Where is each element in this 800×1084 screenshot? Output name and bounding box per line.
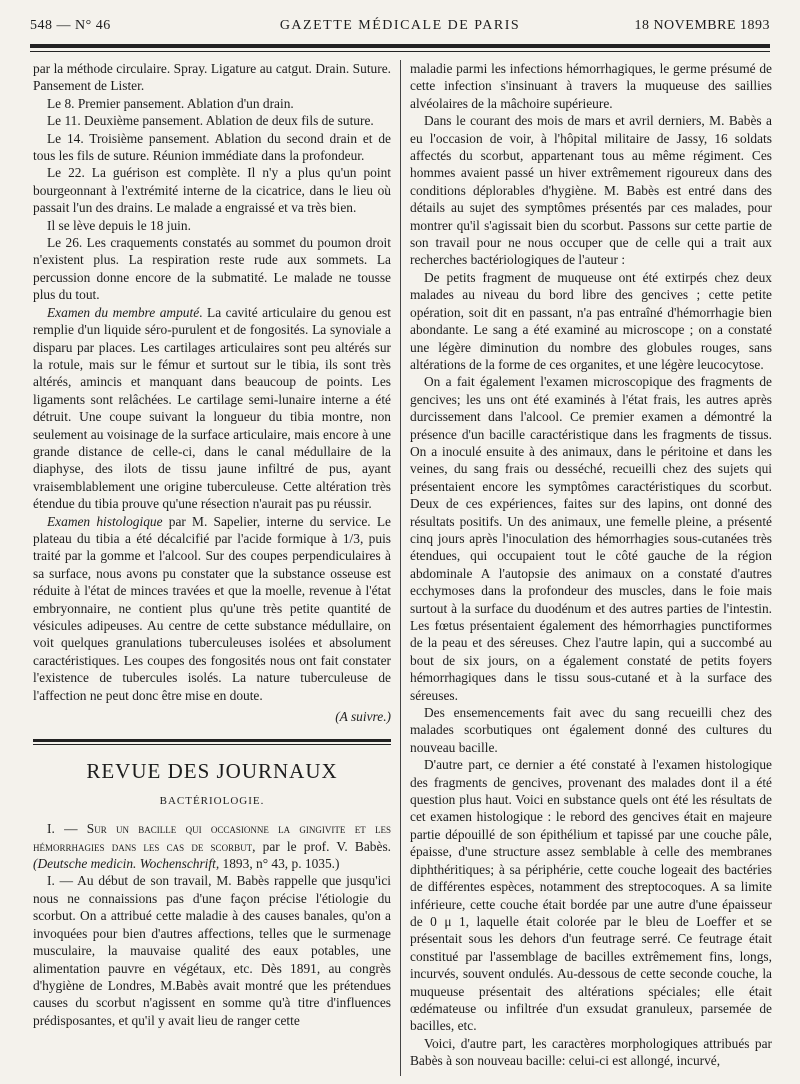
exam-histology-lead: Examen histologique: [47, 513, 163, 529]
paragraph: Dans le courant des mois de mars et avril derniers, M. Babès a eu l'occasion de voir, à l'hôpital militaire de Jassy, 16 soldats affectés du scorbut, appartenant tous au même régiment. Ces hommes avaient passé un hiver extrêmement rigoureux dans des conditions déplorables d'hygiène. M. Babès est entré dans des détails au sujet des symptômes présentés par ces malades, pour montrer qu'il s'agissait bien du scorbut. Passons sur cette partie de son travail pour ne nous occuper que de celle qui a trait aux recherches bactériologiques de l'auteur :: [410, 113, 772, 268]
right-column: [410, 60, 772, 1080]
column-divider: [400, 60, 401, 1076]
paragraph: Des ensemencements fait avec du sang recueilli chez des malades scorbutiques ont également donné des cultures du nouveau bacille.: [410, 705, 772, 755]
page-number: 548 — N° 46: [30, 18, 111, 33]
paragraph: maladie parmi les infections hémorrhagiques, le germe présumé de cette infection s'insinuant à travers la muqueuse des saillies alvéolaires de la mâchoire supérieure.: [410, 61, 772, 111]
article-heading: [33, 820, 391, 872]
paragraph: D'autre part, ce dernier a été constaté à l'examen histologique des fragments de gencives, provenant des malades dont il a été question plus haut. Voici en substance quels ont été les résultats de cet examen histologique : le rebord des gencives était en majeure partie dépouillé de son épithélium et tapissé par une couche pâle, épaisse, d'une structure assez semblable à celle des membranes diphthéritiques; à sa périphérie, cette couche logeait des bactéries de différentes espèces, notamment des streptocoques. A sa limite inférieure, cette couche était bordée par une autre d'une épaisseur de 0 μ 1, laquelle était colorée par le bleu de Loeffer et se présentait sous les dehors d'un feutrage serré. Ce feutrage était constitué par l'assemblage de bacilles extrêmement fins, longs, incurvés, souvent ondulés. Au-dessous de cette seconde couche, la muqueuse présentait des altérations spéciales; elle était œdémateuse ou infiltrée d'un exsudat granuleux, parsemée de bacilles, etc.: [410, 757, 772, 1034]
paragraph: Le 11. Deuxième pansement. Ablation de deux fils de suture.: [47, 113, 374, 129]
paragraph: I. — Au début de son travail, M. Babès rappelle que jusqu'ici nous ne connaissions pas d'une façon précise l'étiologie du scorbut. On a attribué cette maladie à des causes banales, qu'on a invoquées pour bien d'autres affections, telles que le surmenage musculaire, la mauvaise qualité des eaux potables, une alimentation pauvre en végétaux, etc. Dès 1891, au congrès d'hygiène de Londres, M.Babès avait montré que les prétendues causes du scorbut n'agissent en somme qu'à titre d'influences prédisposantes, et qu'il y avait lieu de ranger cette: [33, 873, 391, 1028]
section-subtitle: BACTÉRIOLOGIE.: [159, 794, 265, 807]
section-rule-thick: [33, 739, 391, 742]
paragraph: On a fait également l'examen microscopique des fragments de gencives; les uns ont été examinés à l'état frais, les autres après durcissement dans l'alcool. Ce premier examen a démontré la présence d'un bacille caractéristique dans les fragments de tissus. On a inoculé ensuite à des animaux, dans le péritoine et dans les veines, du sang frais ou desséché, recueilli chez des sujets qui présentaient encore les symptômes caractéristiques du scorbut. Deux de ces expériences, faites sur des lapins, ont donné des résultats positifs. Un des animaux, une femelle pleine, a présenté cinq jours après l'inoculation des hémorrhagies sous-cutanées très étendues, qui occupaient tout le côté gauche de la région abdominale A l'autopsie des animaux on a constaté d'autres ecchymoses dans la profondeur des muscles, dans le foie mais surtout à la surface du duodénum et des autres parties de l'intestin. Les fœtus présentaient également des hémorrhagies punctiformes de la peau et des séreuses. Chez l'autre lapin, qui a succombé au bout de six jours, on a également constaté de petits foyers hémorrhagiques dans le tissu sous-cutané et à la surface des séreuses.: [410, 374, 772, 703]
page-header: [30, 18, 770, 40]
section-title: REVUE DES JOURNAUX: [86, 759, 338, 784]
paragraph: par la méthode circulaire. Spray. Ligature au catgut. Drain. Suture. Pansement de Lister.: [33, 61, 391, 94]
paragraph-exam-amputation: [33, 304, 391, 513]
issue-date: 18 NOVEMBRE 1893: [634, 18, 770, 33]
exam-amputation-lead: Examen du membre amputé: [47, 304, 200, 320]
paragraph: Le 8. Premier pansement. Ablation d'un drain.: [47, 95, 294, 111]
paragraph: Le 14. Troisième pansement. Ablation du second drain et de tous les fils de suture. Réunion immédiate dans la profondeur.: [33, 130, 391, 164]
to-be-continued: (A suivre.): [335, 709, 391, 725]
paragraph-exam-histology: [33, 513, 391, 704]
header-rule-thick: [30, 44, 770, 48]
journal-title: GAZETTE MÉDICALE DE PARIS: [279, 18, 521, 33]
left-column: [33, 60, 391, 1080]
header-rule-thin: [30, 51, 770, 52]
exam-amputation-text: . La cavité articulaire du genou est remplie d'un liquide séro-purulent et de fongosités. La synoviale a disparu par places. Les cartilages articulaires sont peu altérés sur la rotule, mais sur le fémur et surtout sur le tibia, ils sont très altérés, amincis et manquant dans beaucoup de points. Les ligaments sont relâchées. Le cartilage semi-lunaire interne a été détruit. Une coupe suivant la longueur du tibia montre, non seulement au voisinage de la surface articulaire, mais encore à une grande distance de celle-ci, dans le canal médullaire de la diaphyse, des ilots de tissu jaune infiltré de pus, ayant vraisemblablement une origine tuberculeuse. Cette altération très étendue du tibia prouve qu'une résection n'aurait pas pu réussir.: [33, 304, 391, 512]
article-title: I. — Sur un bacille qui occasionne la gingivite et les hémorrhagies dans les cas de scorbut,: [33, 821, 391, 854]
paragraph: Le 26. Les craquements constatés au sommet du poumon droit n'existent plus. La respiration reste rude aux sommets. La percussion donne encore de la submatité. Le malade ne tousse plus du tout.: [33, 235, 391, 303]
paragraph: Voici, d'autre part, les caractères morphologiques attribués par Babès à son nouveau bacille: celui-ci est allongé, incurvé,: [410, 1035, 772, 1069]
paragraph: Il se lève depuis le 18 juin.: [47, 217, 191, 233]
paragraph: De petits fragment de muqueuse ont été extirpés chez deux malades au niveau du bord libre des gencives ; cette petite opération, soit dit en passant, n'a pas entraîné d'hémorrhagie bien abondante. Le sang a été examiné au microscope ; on a constaté une légère diminution du nombre des globules rouges, sans altérations de la forme de ces organites, et une légère leucocytose.: [410, 269, 772, 372]
paragraph: Le 22. La guérison est complète. Il n'y a plus qu'un point bourgeonnant à l'extrémité interne de la cicatrice, dans le lieu où passait l'un des drains. Le malade a engraissé et va très bien.: [33, 165, 391, 216]
exam-histology-text: par M. Sapelier, interne du service. Le plateau du tibia a été décalcifié par l'acide formique à 1/3, puis traité par la gomme et l'alcool. Sur des coupes perpendiculaires à sa surface, nous avons pu constater que la substance osseuse est réduite à l'état de minces travées et que la moelle, revenue à l'état embryonnaire, ne contient plus qu'une très petite quantité de vésicules adipeuses. Au centre de cette substance médullaire, on voit quelques granulations tuberculeuses isolées et absolument caractéristiques. Les coupes des fongosités nous ont fait constater l'existence de tubercules isolés. La nature tuberculeuse de l'affection ne peut donc être mise en doute.: [33, 513, 391, 703]
section-rule-thin: [33, 744, 391, 745]
article-ref: 1893, n° 43, p. 1035.): [219, 856, 340, 872]
article-source: (Deutsche medicin. Wochenschrift,: [33, 856, 220, 872]
article-author: par le prof. V. Babès.: [255, 838, 391, 854]
